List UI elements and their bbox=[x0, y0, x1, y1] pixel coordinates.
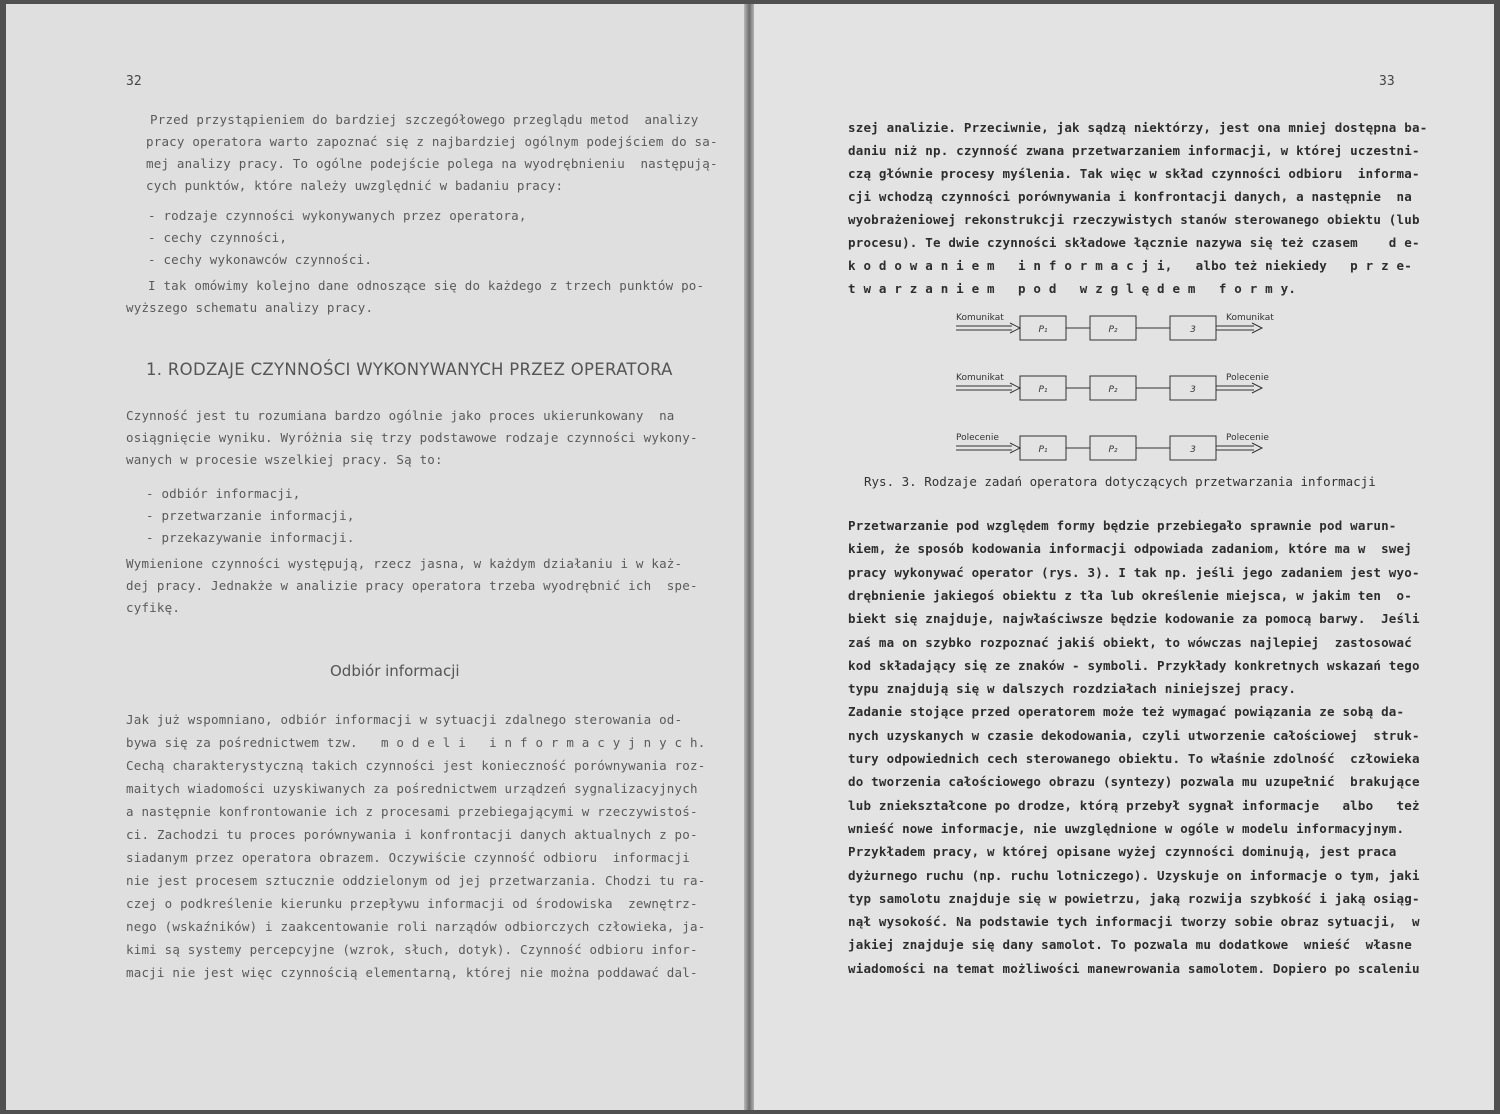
paragraph-line: dyżurnego ruchu (np. ruchu lotniczego). Uzyskuje on informacje o tym, jaki bbox=[848, 867, 1420, 883]
diagram-box-label: P₂ bbox=[1108, 445, 1118, 455]
paragraph-line: wyższego schematu analizy pracy. bbox=[126, 300, 374, 315]
paragraph-line: Cechą charakterystyczną takich czynności jest konieczność porównywania roz- bbox=[126, 758, 706, 773]
paragraph-line: procesu). Te dwie czynności składowe łącznie nazywa się też czasem d e- bbox=[848, 235, 1420, 250]
paragraph-line: Czynność jest tu rozumiana bardzo ogólnie jako proces ukierunkowany na bbox=[126, 408, 675, 423]
paragraph-line: maitych wiadomości uzyskiwanych za pośrednictwem urządzeń sygnalizacyjnych bbox=[126, 781, 698, 796]
paragraph-line: nie jest procesem sztucznie oddzielonym od jej przetwarzania. Chodzi tu ra- bbox=[126, 873, 706, 888]
paragraph-line: nych uzyskanych w czasie dekodowania, czyli utworzenie całościowej struk- bbox=[848, 727, 1420, 743]
paragraph-line: bywa się za pośrednictwem tzw. m o d e l i i n f o r m a c y j n y c h. bbox=[126, 735, 706, 750]
diagram-box-label: P₂ bbox=[1108, 385, 1118, 395]
paragraph-line: biekt się znajduje, najwłaściwsze będzie kodowanie za pomocą barwy. Jeśli bbox=[848, 611, 1420, 627]
paragraph-line: Zadanie stojące przed operatorem może też wymagać powiązania ze sobą da- bbox=[848, 704, 1405, 720]
paragraph-line: czej o podkreślenie kierunku przepływu informacji od środowiska zewnętrz- bbox=[126, 896, 698, 911]
diagram-arrowhead bbox=[1252, 383, 1262, 393]
section-heading: 1. RODZAJE CZYNNOŚCI WYKONYWANYCH PRZEZ OPERATORA bbox=[146, 360, 673, 379]
paragraph-line: ci. Zachodzi tu proces porównywania i konfrontacji danych aktualnych z po- bbox=[126, 827, 698, 842]
diagram-output-label: Polecenie bbox=[1226, 433, 1269, 443]
paragraph-line: nego (wskaźników) i zaakcentowanie roli narządów odbiorczych człowieka, ja- bbox=[126, 919, 706, 934]
paragraph-line: I tak omówimy kolejno dane odnoszące się do każdego z trzech punktów po- bbox=[148, 278, 705, 293]
list-item: - przetwarzanie informacji, bbox=[146, 508, 355, 523]
paragraph-line: lub zniekształcone po drodze, którą przebył sygnał informacje albo też bbox=[848, 797, 1420, 813]
information-processing-diagram bbox=[954, 304, 1284, 464]
list-item: - przekazywanie informacji. bbox=[146, 530, 355, 545]
paragraph-line: wanych w procesie wszelkiej pracy. Są to: bbox=[126, 452, 443, 467]
diagram-box-label: P₁ bbox=[1038, 445, 1048, 455]
diagram-box-label: P₁ bbox=[1038, 325, 1048, 335]
paragraph-line: wnieść nowe informacje, nie uwzględnione w ogóle w modelu informacyjnym. bbox=[848, 820, 1405, 836]
list-item: - cechy czynności, bbox=[148, 230, 288, 245]
diagram-box-label: 3 bbox=[1190, 385, 1196, 395]
paragraph-line: typu znajdują się w dalszych rozdziałach niniejszej pracy. bbox=[848, 681, 1297, 697]
paragraph-line: tury odpowiednich cech sterowanego obiektu. To właśnie zdolność człowieka bbox=[848, 751, 1420, 766]
left-page bbox=[6, 4, 746, 1110]
paragraph-line: t w a r z a n i e m p o d w z g l ę d e m f o r m y. bbox=[848, 281, 1297, 296]
subsection-heading: Odbiór informacji bbox=[330, 662, 460, 680]
page-number: 32 bbox=[126, 74, 142, 89]
paragraph-line: osiągnięcie wyniku. Wyróżnia się trzy podstawowe rodzaje czynności wykony- bbox=[126, 430, 698, 445]
diagram-output-label: Polecenie bbox=[1226, 373, 1269, 383]
paragraph-line: cyfikę. bbox=[126, 600, 181, 615]
paragraph-line: Wymienione czynności występują, rzecz jasna, w każdym działaniu i w każ- bbox=[126, 556, 683, 571]
paragraph-line: wyobrażeniowej rekonstrukcji rzeczywistych stanów sterowanego obiektu (lub bbox=[848, 212, 1420, 227]
paragraph-line: cji wchodzą czynności porównywania i konfrontacji danych, a następnie na bbox=[848, 189, 1412, 204]
book-spread bbox=[6, 4, 1494, 1110]
paragraph-line: nął wysokość. Na podstawie tych informacji tworzy sobie obraz sytuacji, w bbox=[848, 914, 1420, 930]
diagram-input-label: Komunikat bbox=[956, 313, 1004, 323]
paragraph-line: Przetwarzanie pod względem formy będzie przebiegało sprawnie pod warun- bbox=[848, 518, 1397, 533]
paragraph-line: dej pracy. Jednakże w analizie pracy operatora trzeba wyodrębnić ich spe- bbox=[126, 578, 698, 593]
paragraph-line: szej analizie. Przeciwnie, jak sądzą niektórzy, jest ona mniej dostępna ba- bbox=[848, 120, 1428, 135]
diagram-output-label: Komunikat bbox=[1226, 313, 1274, 323]
paragraph-line: jakiej znajduje się dany samolot. To pozwala mu dodatkowe wnieść własne bbox=[848, 937, 1412, 953]
paragraph-line: macji nie jest więc czynnością elementarną, której nie można poddawać dal- bbox=[126, 965, 698, 980]
diagram-box-label: 3 bbox=[1190, 445, 1196, 455]
paragraph-line: mej analizy pracy. To ogólne podejście polega na wyodrębnieniu następują- bbox=[146, 156, 718, 171]
figure-caption: Rys. 3. Rodzaje zadań operatora dotyczących przetwarzania informacji bbox=[864, 474, 1376, 489]
paragraph-line: typ samolotu znajduje się w powietrzu, jaką rozwija szybkość i jaką osiąg- bbox=[848, 890, 1420, 906]
paragraph-line: kod składający się ze znaków - symboli. Przykłady konkretnych wskazań tego bbox=[848, 657, 1420, 673]
paragraph-line: czą głównie procesy myślenia. Tak więc w skład czynności odbioru informa- bbox=[848, 166, 1420, 181]
diagram-arrowhead bbox=[1252, 443, 1262, 453]
diagram-arrowhead bbox=[1010, 323, 1020, 333]
paragraph-line: a następnie konfrontowanie ich z procesami przebiegającymi w rzeczywistoś- bbox=[126, 804, 698, 819]
paragraph-line: wiadomości na temat możliwości manewrowania samolotem. Dopiero po scaleniu bbox=[848, 960, 1420, 976]
diagram-box-label: P₁ bbox=[1038, 385, 1048, 395]
diagram-arrowhead bbox=[1010, 443, 1020, 453]
diagram-input-label: Polecenie bbox=[956, 433, 999, 443]
paragraph-line: daniu niż np. czynność zwana przetwarzaniem informacji, w której uczestni- bbox=[848, 143, 1420, 158]
paragraph-line: kimi są systemy percepcyjne (wzrok, słuch, dotyk). Czynność odbioru infor- bbox=[126, 942, 698, 957]
paragraph-line: Przed przystąpieniem do bardziej szczegółowego przeglądu metod analizy bbox=[150, 112, 699, 127]
diagram-arrowhead bbox=[1010, 383, 1020, 393]
paragraph-line: pracy wykonywać operator (rys. 3). I tak np. jeśli jego zadaniem jest wyo- bbox=[848, 564, 1420, 580]
paragraph-line: Jak już wspomniano, odbiór informacji w sytuacji zdalnego sterowania od- bbox=[126, 712, 683, 727]
paragraph-line: do tworzenia całościowego obrazu (syntezy) pozwala mu uzupełnić brakujące bbox=[848, 774, 1420, 790]
paragraph-line: siadanym przez operatora obrazem. Oczywiście czynność odbioru informacji bbox=[126, 850, 690, 865]
paragraph-line: cych punktów, które należy uwzględnić w badaniu pracy: bbox=[146, 178, 564, 193]
diagram-arrowhead bbox=[1252, 323, 1262, 333]
page-number: 33 bbox=[1379, 74, 1395, 89]
paragraph-line: kiem, że sposób kodowania informacji odpowiada zadaniom, które ma w swej bbox=[848, 541, 1412, 557]
list-item: - rodzaje czynności wykonywanych przez operatora, bbox=[148, 208, 527, 223]
paragraph-line: pracy operatora warto zapoznać się z najbardziej ogólnym podejściem do sa- bbox=[146, 134, 718, 149]
right-page bbox=[754, 4, 1494, 1110]
list-item: - odbiór informacji, bbox=[146, 486, 301, 501]
diagram-box-label: P₂ bbox=[1108, 325, 1118, 335]
diagram-input-label: Komunikat bbox=[956, 373, 1004, 383]
diagram-box-label: 3 bbox=[1190, 325, 1196, 335]
list-item: - cechy wykonawców czynności. bbox=[148, 252, 373, 267]
paragraph-line: drębnienie jakiegoś obiektu z tła lub określenie miejsca, w jakim ten o- bbox=[848, 587, 1412, 603]
paragraph-line: k o d o w a n i e m i n f o r m a c j i, albo też niekiedy p r z e- bbox=[848, 258, 1412, 273]
paragraph-line: zaś ma on szybko rozpoznać jakiś obiekt, to wówczas najlepiej zastosować bbox=[848, 634, 1412, 650]
paragraph-line: Przykładem pracy, w której opisane wyżej czynności dominują, jest praca bbox=[848, 844, 1397, 860]
